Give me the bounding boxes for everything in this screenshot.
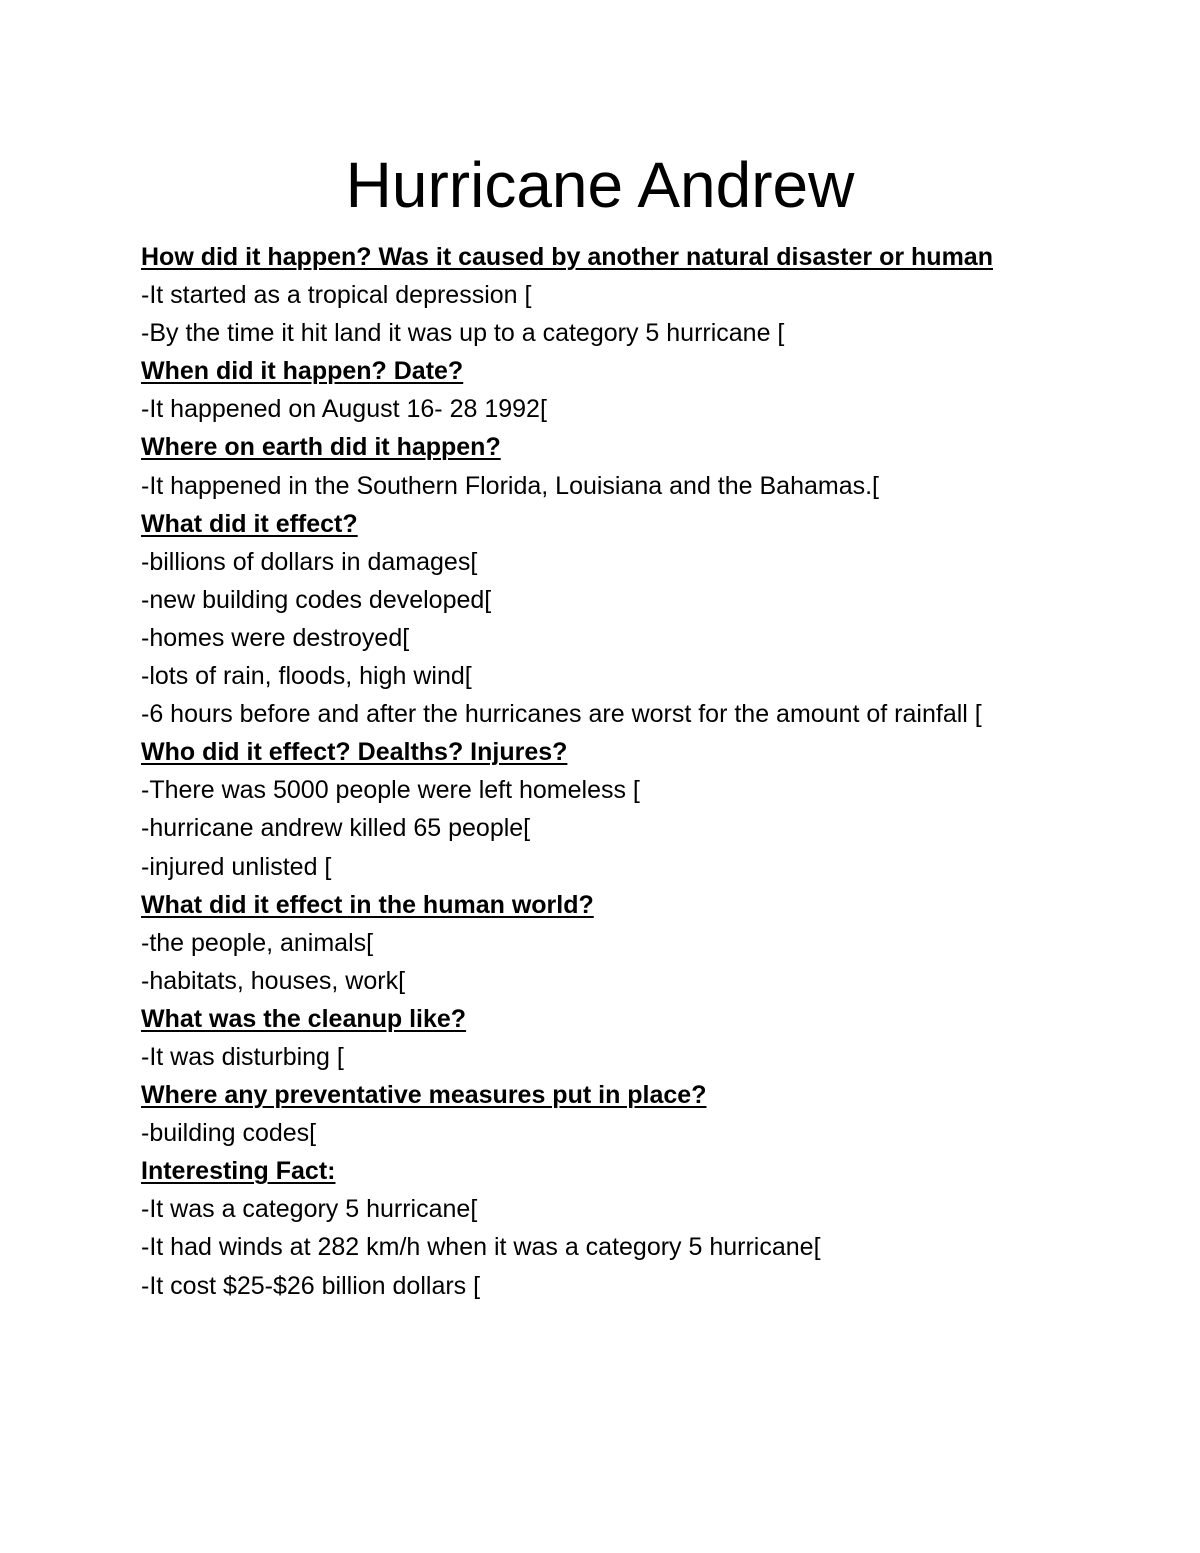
section-item: -It was a category 5 hurricane[ (141, 1195, 478, 1224)
section-heading: What was the cleanup like? (141, 1004, 467, 1033)
section-human-world-effect (141, 886, 1081, 1000)
section-item: -habitats, houses, work[ (141, 966, 406, 995)
section-when-did-it-happen (141, 352, 1081, 428)
section-heading: Interesting Fact: (141, 1157, 336, 1186)
section-item: -billions of dollars in damages[ (141, 547, 478, 576)
section-item: -It was disturbing [ (141, 1042, 344, 1071)
section-item: -It started as a tropical depression [ (141, 281, 532, 310)
section-heading: Who did it effect? Dealths? Injures? (141, 738, 568, 767)
section-heading: What did it effect in the human world? (141, 890, 594, 919)
section-item: -lots of rain, floods, high wind[ (141, 662, 472, 691)
section-item: -There was 5000 people were left homeless [ (141, 776, 640, 805)
section-item: -building codes[ (141, 1119, 317, 1148)
section-item: -homes were destroyed[ (141, 623, 410, 652)
section-how-did-it-happen (141, 238, 1081, 352)
section-interesting-fact (141, 1152, 1081, 1304)
section-item: -It happened on August 16- 28 1992[ (141, 395, 547, 424)
section-item: -It happened in the Southern Florida, Louisiana and the Bahamas.[ (141, 471, 880, 500)
section-heading: When did it happen? Date? (141, 357, 464, 386)
section-item: -It cost $25-$26 billion dollars [ (141, 1271, 481, 1300)
section-item: -hurricane andrew killed 65 people[ (141, 814, 531, 843)
section-item: -injured unlisted [ (141, 852, 332, 881)
section-item: -6 hours before and after the hurricanes are worst for the amount of rainfall [ (141, 700, 982, 729)
section-item: -By the time it hit land it was up to a category 5 hurricane [ (141, 319, 785, 348)
section-item: -the people, animals[ (141, 928, 374, 957)
section-item: -It had winds at 282 km/h when it was a category 5 hurricane[ (141, 1233, 821, 1262)
section-heading: Where any preventative measures put in place? (141, 1081, 707, 1110)
document-body (141, 238, 1081, 1305)
section-preventative-measures (141, 1076, 1081, 1152)
section-item: -new building codes developed[ (141, 585, 492, 614)
section-cleanup (141, 1000, 1081, 1076)
section-heading: What did it effect? (141, 509, 358, 538)
section-heading: Where on earth did it happen? (141, 433, 501, 462)
section-heading: How did it happen? Was it caused by another natural disaster or human (141, 243, 993, 271)
section-what-did-it-effect (141, 505, 1081, 734)
section-who-did-it-effect (141, 733, 1081, 885)
document-title: Hurricane Andrew (345, 149, 855, 221)
section-where-did-it-happen (141, 428, 1081, 504)
